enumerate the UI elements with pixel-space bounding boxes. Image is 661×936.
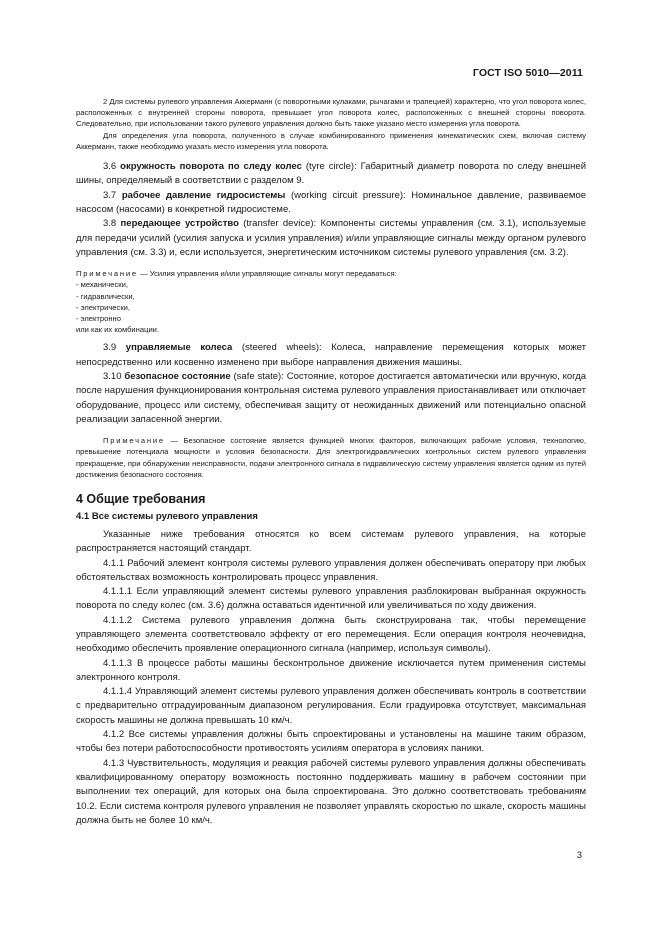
note-intro-text: — Усилия управления и/или управляющие сигналы могут передаваться: <box>137 269 397 279</box>
requirement-paragraph: Указанные ниже требования относятся ко всем системам рулевого управления, на которые распространяется настоящий стандарт. <box>76 528 586 555</box>
requirement-paragraph: 4.1.1.2 Система рулевого управления должна быть сконструирована так, чтобы перемещение управляющего элемента соответствовало эффекту от его перемещения. Если операция контроля неочевидна, необходимо обеспечить проявление операционного сигнала (например, используя символы). <box>76 614 586 655</box>
definition-3-8 <box>76 217 586 260</box>
definition-text: (transfer device): Компоненты системы управления (см. 3.1), используемые для передачи усилий (усилия запуска и усилия управления) и/или управляющие сигналы между органом рулевого управления (см. 3.3) и, если используется, энергетическим источником системы рулевого управления (см. 3.2). <box>76 218 587 258</box>
definition-number: 3.6 <box>103 161 117 173</box>
definition-text: (safe state): Состояние, которое достигается автоматически или вручную, когда после нарушения функционирования контрольная система рулевого управления приостанавливает или отключает оборудование, процесс или систему, обеспечивая защиту от неожиданных движений или потенциально опасной реализации запасенной энергии. <box>76 370 587 425</box>
document-code: ГОСТ ISO 5010—2011 <box>472 67 583 79</box>
note-label: Примечание <box>76 269 138 279</box>
note-list-item: - электрически, <box>76 302 131 312</box>
page-number: 3 <box>576 850 582 860</box>
definition-3-6 <box>76 160 586 189</box>
requirement-paragraph: 4.1.3 Чувствительность, модуляция и реакция рабочей системы рулевого управления должны обеспечивать квалифицированному оператору возможность постоянно поддерживать машину в рабочем состоянии при выполнении тех операций, для которых она была спроектирована. Это должно соответствовать требованиям 10.2. Если система контроля рулевого управления не позволяет управлять скоростью по шкале, скорость машины должна быть не более 10 км/ч. <box>76 757 586 826</box>
subsection-4-1-heading: 4.1 Все системы рулевого управления <box>76 510 258 522</box>
footnote-2-paragraph-2: Для определения угла поворота, полученного в случае комбинированного применения кинематических схем, включая систему Аккерманн, также необходимо указать место измерения угла поворота. <box>76 130 586 151</box>
definition-term: управляемые колеса <box>125 342 233 354</box>
note-list-item: или как их комбинации. <box>76 325 160 335</box>
section-4-heading: 4 Общие требования <box>76 491 206 506</box>
definition-3-7 <box>76 189 586 218</box>
note-text: — Безопасное состояние является функцией многих факторов, включающих рабочие условия, технологию, превышение потенциала мощности и условия безопасности. Для электрогидравлических контрольных систем рулевого управления прекращение, при обнаружении неисправности, подачи электронного сигнала в гидравлическую систему управления является одним из путей достижения безопасного состояния. <box>76 436 586 479</box>
definition-term: передающее устройство <box>120 218 239 230</box>
note-list-item: - гидравлически, <box>76 291 135 301</box>
definition-term: окружность поворота по следу колес <box>120 161 302 173</box>
definition-3-10 <box>76 370 586 427</box>
definition-number: 3.10 <box>103 370 122 382</box>
definition-text: (tyre circle): Габаритный диаметр поворота по следу внешней шины, определяемый в соответствии с разделом 9. <box>76 161 587 187</box>
definition-text: (steered wheels): Колеса, направление перемещения которых может непосредственно или косвенно изменено при выборе направления движения машины. <box>76 342 587 368</box>
requirement-paragraph: 4.1.1.4 Управляющий элемент системы рулевого управления должен обеспечивать контроль в соответствии с предварительно отградуированным диапазоном регулирования. Если градуировка отсутствует, максимальная скорость машины не должна превышать 10 км/ч. <box>76 686 586 726</box>
note-transfer <box>76 268 586 335</box>
note-intro <box>76 268 586 279</box>
requirement-paragraph: 4.1.1.1 Если управляющий элемент системы рулевого управления разблокирован выбранная окружность поворота по следу колес (см. 3.6) должна оставаться идентичной или увеличиваться по ходу движения. <box>76 586 586 612</box>
note-safe-state <box>76 435 586 480</box>
definition-number: 3.7 <box>103 189 117 201</box>
definition-term: рабочее давление гидросистемы <box>121 189 286 201</box>
definition-number: 3.8 <box>103 218 117 230</box>
note-label: Примечание <box>103 436 165 446</box>
requirement-paragraph: 4.1.2 Все системы управления должны быть спроектированы и установлены на машине таким образом, чтобы без потери работоспособности противостоять усилиям оператора в условиях паники. <box>76 729 586 755</box>
footnote-2-paragraph-1: 2 Для системы рулевого управления Аккерманн (с поворотными кулаками, рычагами и трапецией) характерно, что угол поворота колес, расположенных с внутренней стороны поворота, превышает угол поворота колес, расположенных с внешней стороны поворота. Следовательно, при использовании такого рулевого управления должно быть также указано место измерения угла поворота. <box>76 97 586 129</box>
requirement-paragraph: 4.1.1.3 В процессе работы машины бесконтрольное движение исключается путем применения системы электронного контроля. <box>76 657 586 683</box>
definition-3-9 <box>76 341 586 370</box>
requirement-paragraph: 4.1.1 Рабочий элемент контроля системы рулевого управления должен обеспечивать оператору при любых обстоятельствах возможность контролировать процесс управления. <box>76 557 586 583</box>
definition-term: безопасное состояние <box>124 370 231 382</box>
definition-number: 3.9 <box>103 342 117 354</box>
page-body <box>76 96 586 828</box>
definition-text: (working circuit pressure): Номинальное давление, развиваемое насосом (насосами) в конкретной гидросистеме. <box>76 189 587 215</box>
note-list-item: - электронно <box>76 313 121 323</box>
note-list-item: - механически, <box>76 280 128 290</box>
